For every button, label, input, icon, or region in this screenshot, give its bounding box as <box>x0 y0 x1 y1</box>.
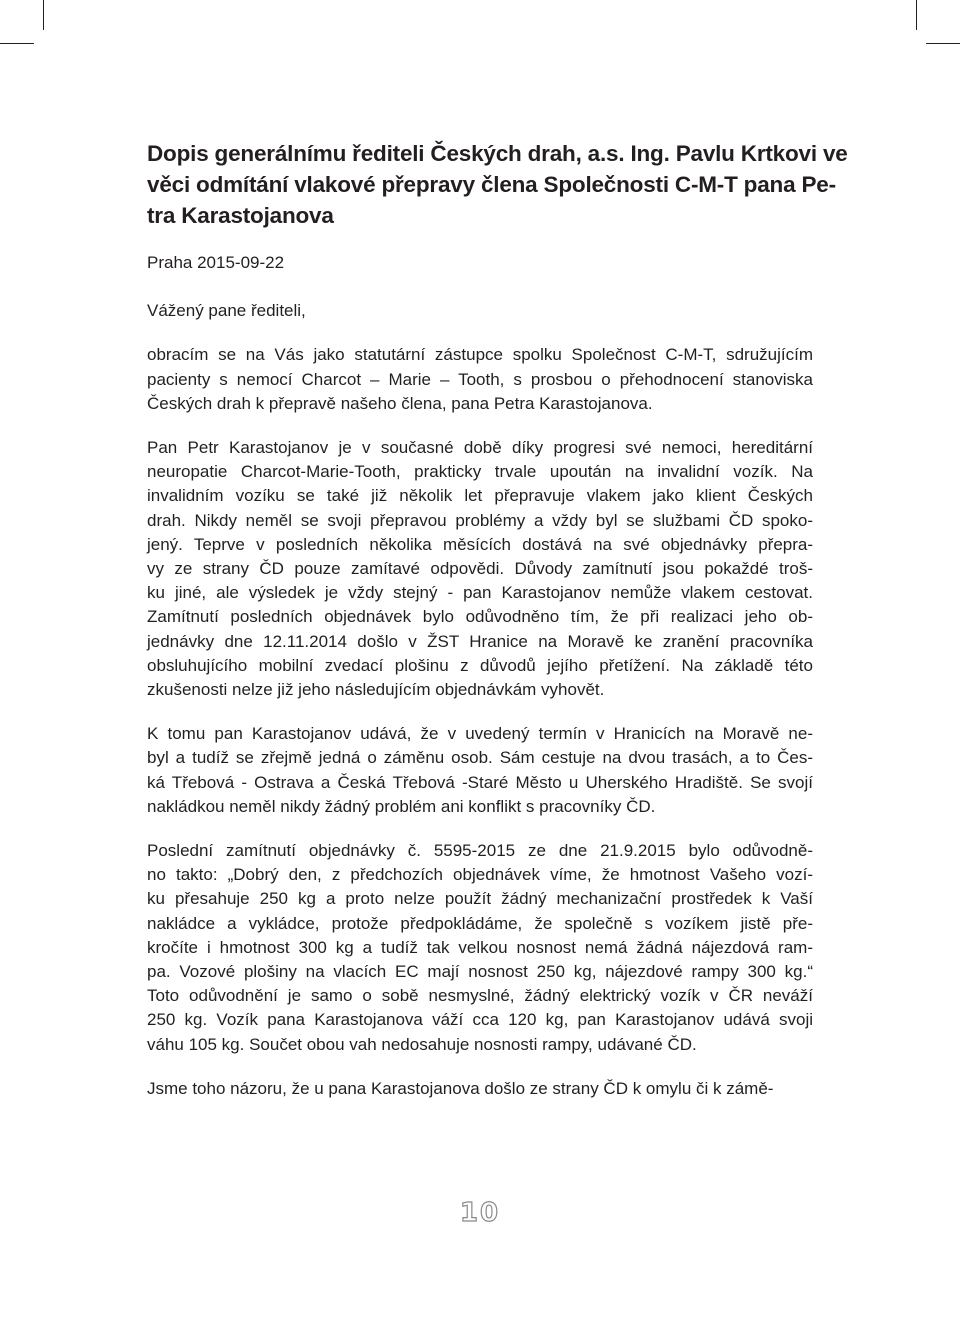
text-line: obracím se na Vás jako statutární zástupce spolku Společnost C-M-T, sdružujícím <box>147 345 813 365</box>
text-line: jednávky dne 12.11.2014 došlo v ŽST Hranice na Moravě ke zranění pracovníka <box>147 631 813 651</box>
text-line: 250 kg. Vozík pana Karastojanova váží cca 120 kg, pan Karastojanov udává svoji <box>147 1010 813 1030</box>
crop-mark-top-left-v <box>43 0 44 30</box>
text-line: Zamítnutí posledních objednávek bylo odůvodněno tím, že při realizaci jeho ob- <box>147 607 813 627</box>
salutation: Vážený pane řediteli, <box>147 301 306 321</box>
text-line: Jsme toho názoru, že u pana Karastojanova došlo ze strany ČD k omylu či k zámě- <box>147 1078 774 1098</box>
text-line: byl a tudíž se zřejmě jedná o záměnu osob. Sám cestuje na dvou trasách, a to Čes- <box>147 748 813 768</box>
text-line: K tomu pan Karastojanov udává, že v uvedený termín v Hranicích na Moravě ne- <box>147 724 813 744</box>
title-line: věci odmítání vlakové přepravy člena Společnosti C-M-T pana Pe- <box>147 172 836 197</box>
title-line: Dopis generálnímu řediteli Českých drah, a.s. Ing. Pavlu Krtkovi ve <box>147 141 848 166</box>
text-line: zkušenosti nelze již jeho následujícím objednávkám vyhovět. <box>147 680 605 700</box>
text-line: Českých drah k přepravě našeho člena, pana Petra Karastojanova. <box>147 393 653 413</box>
text-line: Poslední zamítnutí objednávky č. 5595-2015 ze dne 21.9.2015 bylo odůvodně- <box>147 841 813 861</box>
text-line: obsluhujícího mobilní zvedací plošinu z důvodů jejího přetížení. Na základě této <box>147 655 813 675</box>
place-date: Praha 2015-09-22 <box>147 253 285 272</box>
text-line: pacienty s nemocí Charcot – Marie – Tooth, s prosbou o přehodnocení stanoviska <box>147 369 813 389</box>
letter-title <box>147 138 848 231</box>
text-line: váhu 105 kg. Součet obou vah nedosahuje nosnosti rampy, udávané ČD. <box>147 1034 697 1054</box>
page-number: 10 <box>459 1198 501 1228</box>
text-line: ká Třebová - Ostrava a Česká Třebová -Staré Město u Uherského Hradiště. Se svojí <box>147 772 813 792</box>
text-line: ku jiné, ale výsledek je vždy stejný - pan Karastojanov nemůže vlakem cestovat. <box>147 583 813 603</box>
crop-mark-top-right-v <box>916 0 917 30</box>
text-line: Pan Petr Karastojanov je v současné době díky progresi své nemoci, hereditární <box>147 438 813 458</box>
text-line: nakládkou neměl nikdy žádný problém ani konflikt s pracovníky ČD. <box>147 796 656 816</box>
letter-page <box>147 138 848 1101</box>
text-line: pa. Vozové plošiny na vlacích EC mají nosnost 250 kg, nájezdové rampy 300 kg.“ <box>147 962 813 982</box>
text-line: drah. Nikdy neměl se svoji přepravou problémy a vždy byl se službami ČD spoko- <box>147 510 813 530</box>
text-line: nakládce a vykládce, protože předpokládáme, že společně s vozíkem jistě pře- <box>147 913 813 933</box>
paragraph-5 <box>147 1077 813 1101</box>
text-line: kročíte i hmotnost 300 kg a tudíž tak velkou nosnost nemá žádná nájezdová ram- <box>147 937 813 957</box>
text-line: Toto odůvodnění je samo o sobě nesmyslné, žádný elektrický vozík v ČR neváží <box>147 986 813 1006</box>
text-line: ku přesahuje 250 kg a proto nelze použít žádný mechanizační prostředek k Vaší <box>147 889 813 909</box>
title-line: tra Karastojanova <box>147 203 334 228</box>
paragraph-1 <box>147 343 813 416</box>
crop-mark-top-right-h <box>926 43 960 44</box>
text-line: invalidním vozíku se také již několik let přepravuje vlakem jako klient Českých <box>147 486 813 506</box>
text-line: vy ze strany ČD pouze zamítavé odpovědi. Důvody zamítnutí jsou pokaždé troš- <box>147 559 813 579</box>
text-line: no takto: „Dobrý den, z předchozích objednávek víme, že hmotnost Vašeho vozí- <box>147 865 813 885</box>
paragraph-4 <box>147 839 813 1057</box>
paragraph-3 <box>147 722 813 819</box>
text-line: neuropatie Charcot-Marie-Tooth, prakticky trvale upoután na invalidní vozík. Na <box>147 462 813 482</box>
paragraph-2 <box>147 436 813 702</box>
text-line: jený. Teprve v posledních několika měsících dostává na své objednávky přepra- <box>147 534 813 554</box>
crop-mark-top-left-h <box>0 43 34 44</box>
